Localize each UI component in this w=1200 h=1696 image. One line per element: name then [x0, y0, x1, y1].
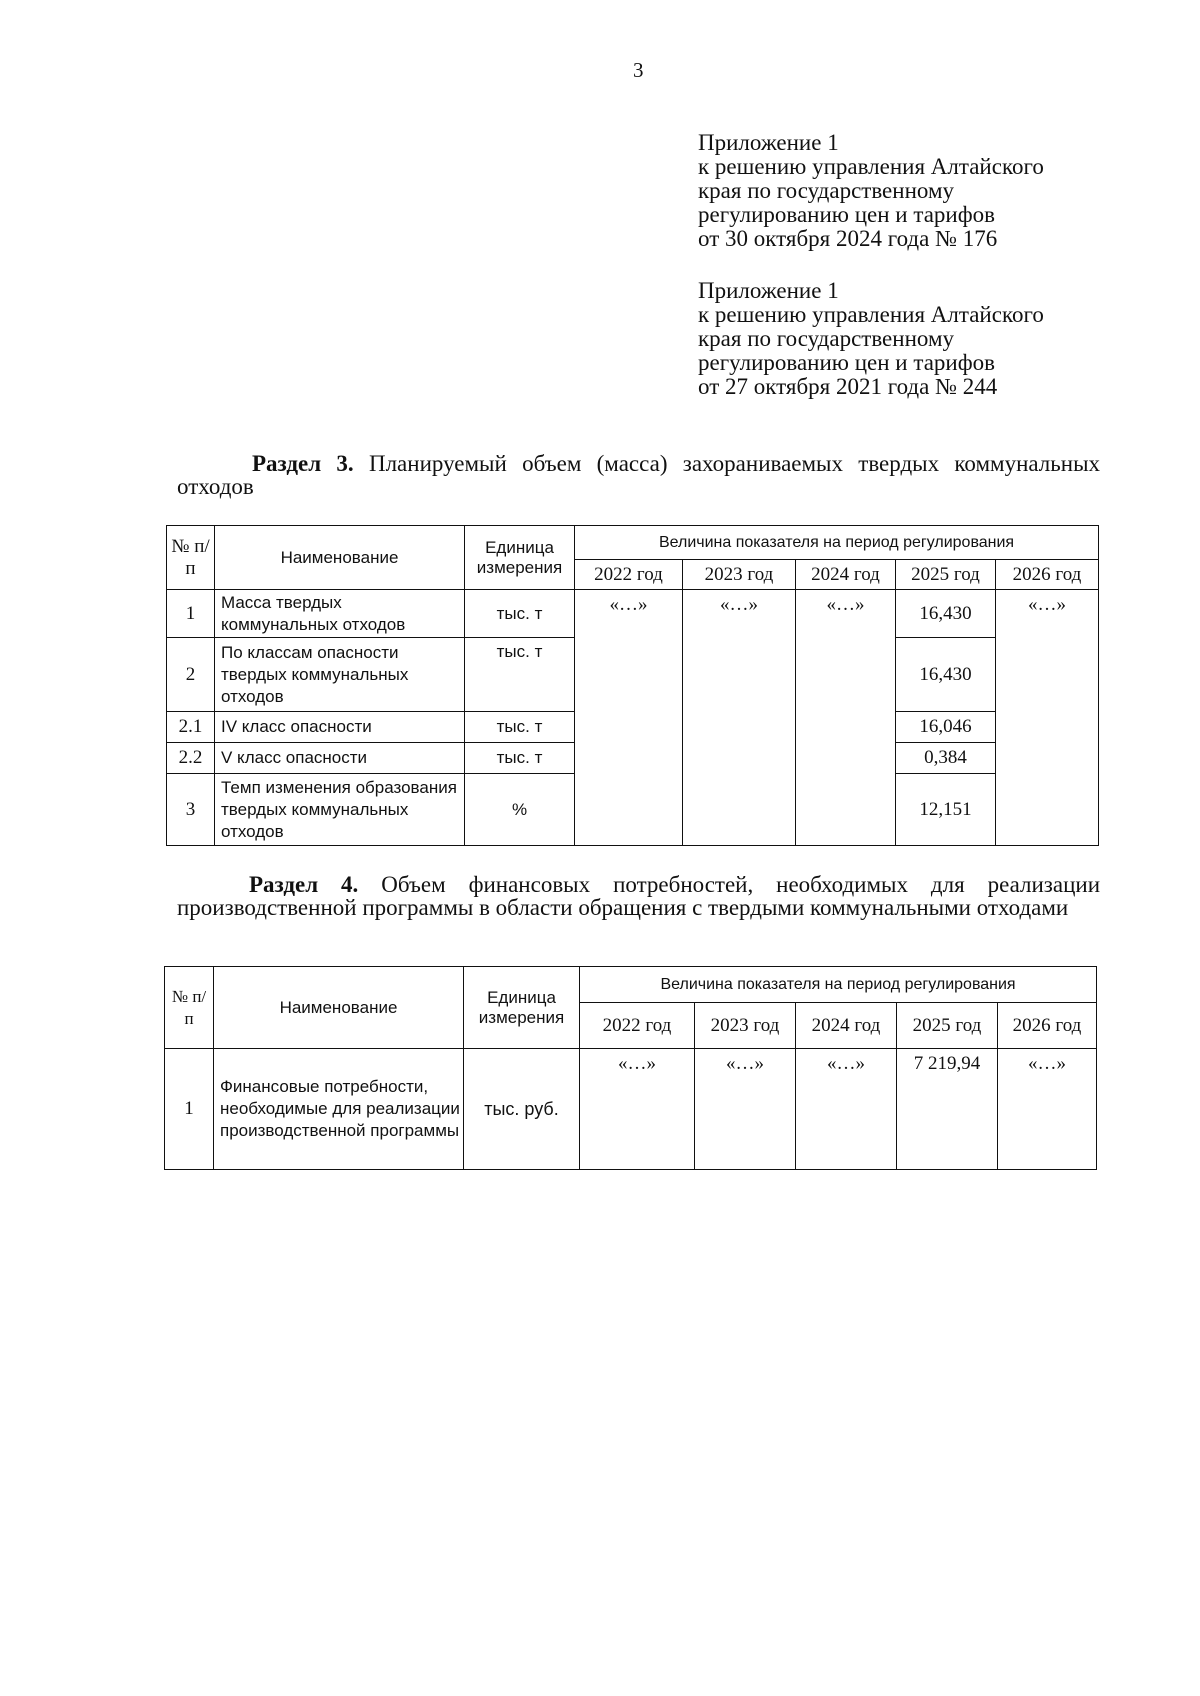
section-3-heading	[177, 452, 1100, 498]
year-header-2022: 2022 год	[575, 560, 683, 590]
appendix-line: Приложение 1	[698, 130, 839, 155]
row-unit: тыс. т	[465, 712, 575, 743]
row-name: Темп изменения образования твердых коммунальных отходов	[215, 774, 465, 846]
year-header-2025: 2025 год	[896, 560, 996, 590]
row-unit: тыс. т	[465, 743, 575, 774]
year-header-2025: 2025 год	[897, 1003, 998, 1049]
row-number: 3	[167, 774, 215, 846]
row-number: 2.2	[167, 743, 215, 774]
row-unit: %	[465, 774, 575, 846]
row-number: 2.1	[167, 712, 215, 743]
row-name: V класс опасности	[215, 743, 465, 774]
col-header-period: Величина показателя на период регулирования	[575, 526, 1099, 560]
row-number: 2	[167, 638, 215, 712]
year-header-2024: 2024 год	[796, 1003, 897, 1049]
col-header-num: № п/ п	[165, 967, 214, 1049]
appendix-header-original	[698, 279, 1044, 399]
year-header-2024: 2024 год	[796, 560, 896, 590]
col-header-name: Наименование	[215, 526, 465, 590]
value-2025: 16,430	[896, 590, 996, 638]
section-4-table	[164, 966, 1097, 1170]
appendix-line: от 30 октября 2024 года № 176	[698, 226, 998, 251]
table-row	[165, 1049, 1097, 1170]
section-3-title: Планируемый объем (масса) захораниваемых твердых коммунальных отходов	[177, 451, 1101, 499]
col-header-unit: Единица измерения	[464, 967, 580, 1049]
value-2025: 16,046	[896, 712, 996, 743]
row-unit: тыс. руб.	[464, 1049, 580, 1170]
row-name: По классам опасности твердых коммунальных отходов	[215, 638, 465, 712]
col-header-num: № п/п	[167, 526, 215, 590]
col-header-name: Наименование	[214, 967, 464, 1049]
section-4-heading	[177, 873, 1100, 919]
appendix-line: к решению управления Алтайского	[698, 302, 1044, 327]
row-number: 1	[165, 1049, 214, 1170]
row-name: IV класс опасности	[215, 712, 465, 743]
table-row	[167, 590, 1099, 638]
year-header-2026: 2026 год	[996, 560, 1099, 590]
year-header-2023: 2023 год	[683, 560, 796, 590]
value-2025: 7 219,94	[897, 1049, 998, 1170]
value-2024-omitted: «…»	[796, 1049, 897, 1170]
value-2022-omitted: «…»	[580, 1049, 695, 1170]
value-2023-omitted: «…»	[695, 1049, 796, 1170]
value-2024-omitted: «…»	[796, 590, 896, 846]
section-3-table	[166, 525, 1099, 846]
appendix-header-current	[698, 131, 1044, 251]
col-header-period: Величина показателя на период регулирования	[580, 967, 1097, 1003]
appendix-line: края по государственному	[698, 178, 954, 203]
appendix-line: Приложение 1	[698, 278, 839, 303]
section-4-title: Объем финансовых потребностей, необходимых для реализации производственной программы в области обращения с твердыми коммунальными отходами	[177, 872, 1101, 920]
year-header-2026: 2026 год	[998, 1003, 1097, 1049]
value-2025: 12,151	[896, 774, 996, 846]
row-name: Финансовые потребности, необходимые для реализации производственной программы	[214, 1049, 464, 1170]
row-number: 1	[167, 590, 215, 638]
section-3-label: Раздел 3.	[252, 451, 354, 476]
appendix-line: регулированию цен и тарифов	[698, 350, 995, 375]
appendix-line: края по государственному	[698, 326, 954, 351]
appendix-line: от 27 октября 2021 года № 244	[698, 374, 998, 399]
year-header-2023: 2023 год	[695, 1003, 796, 1049]
page-number: 3	[633, 58, 644, 82]
value-2025: 0,384	[896, 743, 996, 774]
year-header-2022: 2022 год	[580, 1003, 695, 1049]
value-2022-omitted: «…»	[575, 590, 683, 846]
appendix-line: регулированию цен и тарифов	[698, 202, 995, 227]
value-2026-omitted: «…»	[996, 590, 1099, 846]
value-2026-omitted: «…»	[998, 1049, 1097, 1170]
row-unit: тыс. т	[465, 590, 575, 638]
col-header-unit: Единица измерения	[465, 526, 575, 590]
value-2023-omitted: «…»	[683, 590, 796, 846]
appendix-line: к решению управления Алтайского	[698, 154, 1044, 179]
section-4-label: Раздел 4.	[249, 872, 359, 897]
row-unit: тыс. т	[465, 638, 575, 712]
row-name: Масса твердых коммунальных отходов	[215, 590, 465, 638]
value-2025: 16,430	[896, 638, 996, 712]
